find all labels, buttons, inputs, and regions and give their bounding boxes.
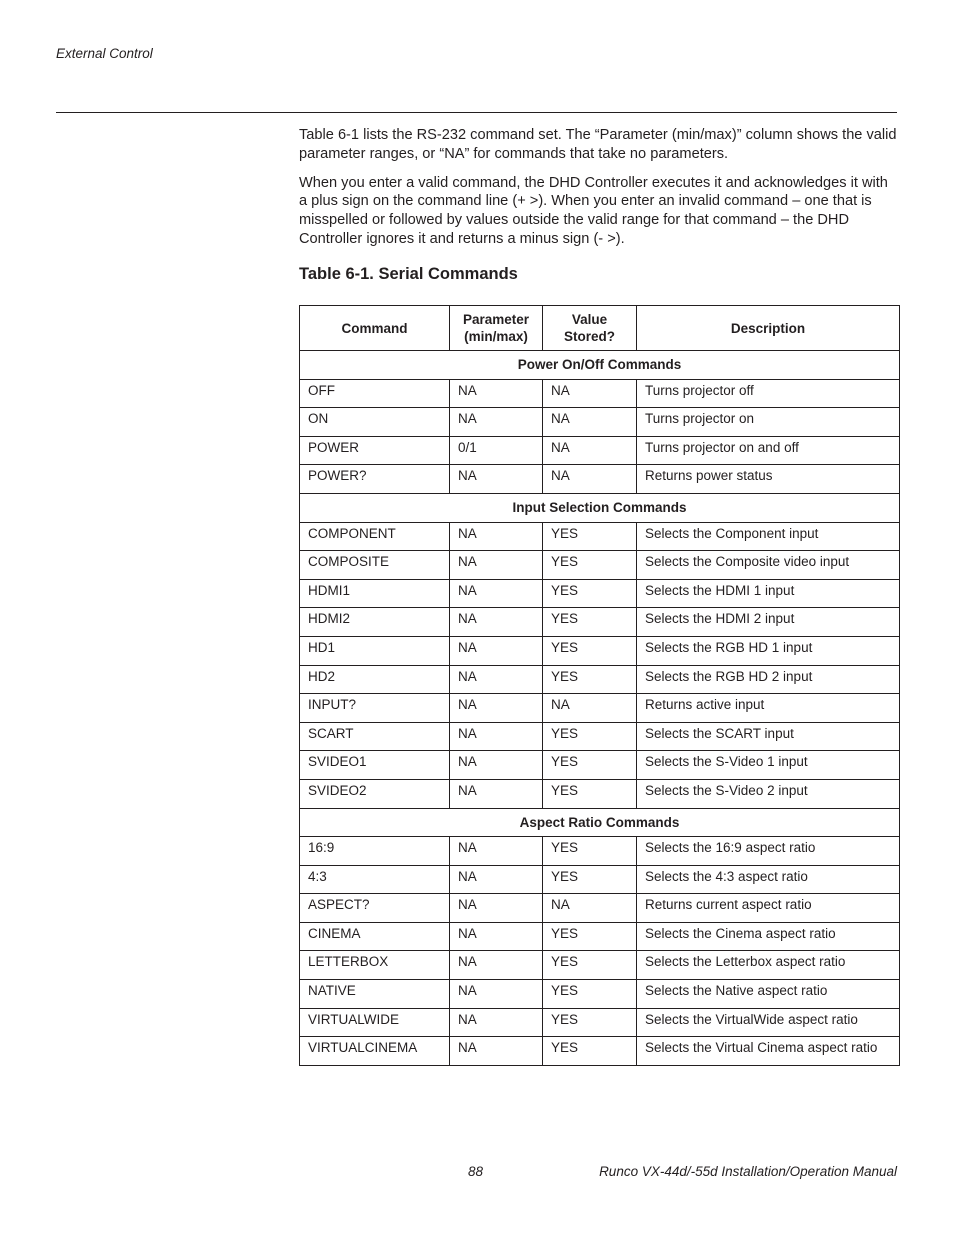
cell-parameter: NA [450, 1008, 543, 1037]
table-row [300, 379, 900, 408]
table-row [300, 665, 900, 694]
cell-value-stored: YES [543, 665, 637, 694]
cell-value-stored: NA [543, 436, 637, 465]
cell-description: Selects the RGB HD 2 input [637, 665, 900, 694]
cell-parameter: NA [450, 408, 543, 437]
cell-value-stored: YES [543, 579, 637, 608]
serial-commands-table [299, 305, 900, 1066]
table-header-row [300, 306, 900, 351]
cell-command: COMPONENT [300, 522, 450, 551]
table-row [300, 1008, 900, 1037]
cell-description: Selects the S-Video 1 input [637, 751, 900, 780]
cell-description: Returns active input [637, 694, 900, 723]
cell-parameter: NA [450, 837, 543, 866]
cell-description: Selects the S-Video 2 input [637, 779, 900, 808]
cell-value-stored: YES [543, 1037, 637, 1066]
cell-description: Selects the SCART input [637, 722, 900, 751]
table-row [300, 608, 900, 637]
cell-description: Selects the HDMI 2 input [637, 608, 900, 637]
table-row [300, 551, 900, 580]
table-row [300, 408, 900, 437]
cell-value-stored: YES [543, 751, 637, 780]
cell-command: ASPECT? [300, 894, 450, 923]
manual-title: Runco VX-44d/-55d Installation/Operation Manual [599, 1164, 897, 1179]
table-row [300, 951, 900, 980]
cell-parameter: NA [450, 465, 543, 494]
cell-value-stored: NA [543, 379, 637, 408]
cell-command: NATIVE [300, 980, 450, 1009]
cell-value-stored: YES [543, 551, 637, 580]
cell-value-stored: YES [543, 722, 637, 751]
cell-command: HD1 [300, 636, 450, 665]
table-row [300, 522, 900, 551]
cell-description: Selects the Cinema aspect ratio [637, 922, 900, 951]
cell-parameter: NA [450, 1037, 543, 1066]
cell-command: SVIDEO2 [300, 779, 450, 808]
cell-command: CINEMA [300, 922, 450, 951]
table-row [300, 1037, 900, 1066]
cell-parameter: NA [450, 551, 543, 580]
cell-parameter: NA [450, 951, 543, 980]
cell-description: Selects the HDMI 1 input [637, 579, 900, 608]
table-row [300, 980, 900, 1009]
table-row [300, 436, 900, 465]
column-header-value-stored: Value Stored? [543, 306, 637, 351]
cell-value-stored: YES [543, 779, 637, 808]
cell-value-stored: NA [543, 465, 637, 494]
cell-command: POWER? [300, 465, 450, 494]
cell-description: Selects the Component input [637, 522, 900, 551]
cell-command: HD2 [300, 665, 450, 694]
cell-value-stored: NA [543, 894, 637, 923]
cell-value-stored: YES [543, 865, 637, 894]
cell-command: VIRTUALWIDE [300, 1008, 450, 1037]
cell-value-stored: YES [543, 522, 637, 551]
cell-command: 16:9 [300, 837, 450, 866]
cell-description: Selects the VirtualWide aspect ratio [637, 1008, 900, 1037]
cell-parameter: NA [450, 522, 543, 551]
running-head: External Control [56, 46, 153, 61]
cell-command: HDMI2 [300, 608, 450, 637]
column-header-description: Description [637, 306, 900, 351]
cell-parameter: NA [450, 980, 543, 1009]
section-heading: Aspect Ratio Commands [300, 808, 900, 837]
cell-command: COMPOSITE [300, 551, 450, 580]
cell-description: Returns current aspect ratio [637, 894, 900, 923]
intro-paragraph: When you enter a valid command, the DHD Controller executes it and acknowledges it with a plus sign on the command line (+ >). When you enter an invalid command – one that is misspelled or followed by values outside the valid range for that command – the DHD Controller ignores it and returns a minus sign (- >). [299, 174, 888, 247]
cell-command: HDMI1 [300, 579, 450, 608]
table-row [300, 922, 900, 951]
cell-description: Turns projector on [637, 408, 900, 437]
cell-parameter: NA [450, 665, 543, 694]
cell-description: Selects the Letterbox aspect ratio [637, 951, 900, 980]
cell-description: Selects the Native aspect ratio [637, 980, 900, 1009]
cell-value-stored: YES [543, 1008, 637, 1037]
cell-parameter: NA [450, 894, 543, 923]
cell-parameter: NA [450, 579, 543, 608]
cell-parameter: NA [450, 379, 543, 408]
cell-value-stored: YES [543, 951, 637, 980]
cell-value-stored: NA [543, 408, 637, 437]
table-row [300, 894, 900, 923]
cell-command: 4:3 [300, 865, 450, 894]
cell-description: Turns projector on and off [637, 436, 900, 465]
cell-parameter: NA [450, 694, 543, 723]
table-row [300, 636, 900, 665]
cell-parameter: NA [450, 751, 543, 780]
cell-value-stored: YES [543, 837, 637, 866]
table-row [300, 465, 900, 494]
cell-command: INPUT? [300, 694, 450, 723]
cell-command: LETTERBOX [300, 951, 450, 980]
table-row [300, 837, 900, 866]
cell-description: Returns power status [637, 465, 900, 494]
column-header-command: Command [300, 306, 450, 351]
cell-description: Turns projector off [637, 379, 900, 408]
table-row [300, 779, 900, 808]
cell-command: SVIDEO1 [300, 751, 450, 780]
column-header-parameter: Parameter (min/max) [450, 306, 543, 351]
table-title: Table 6-1. Serial Commands [299, 265, 518, 283]
cell-parameter: 0/1 [450, 436, 543, 465]
cell-value-stored: YES [543, 922, 637, 951]
cell-parameter: NA [450, 922, 543, 951]
cell-command: POWER [300, 436, 450, 465]
cell-command: VIRTUALCINEMA [300, 1037, 450, 1066]
cell-description: Selects the Virtual Cinema aspect ratio [637, 1037, 900, 1066]
page-number: 88 [468, 1164, 484, 1179]
table-row [300, 694, 900, 723]
cell-parameter: NA [450, 608, 543, 637]
table-row [300, 722, 900, 751]
header-rule [56, 112, 897, 113]
cell-parameter: NA [450, 636, 543, 665]
table-body [300, 351, 900, 1066]
cell-description: Selects the RGB HD 1 input [637, 636, 900, 665]
cell-command: ON [300, 408, 450, 437]
intro-text [299, 126, 897, 259]
section-heading-row [300, 808, 900, 837]
cell-value-stored: YES [543, 636, 637, 665]
cell-command: SCART [300, 722, 450, 751]
cell-description: Selects the 4:3 aspect ratio [637, 865, 900, 894]
section-heading-row [300, 493, 900, 522]
table-row [300, 751, 900, 780]
section-heading: Power On/Off Commands [300, 351, 900, 380]
cell-parameter: NA [450, 865, 543, 894]
cell-value-stored: YES [543, 980, 637, 1009]
cell-parameter: NA [450, 722, 543, 751]
table-row [300, 865, 900, 894]
section-heading: Input Selection Commands [300, 493, 900, 522]
cell-command: OFF [300, 379, 450, 408]
section-heading-row [300, 351, 900, 380]
cell-value-stored: NA [543, 694, 637, 723]
intro-paragraph: Table 6-1 lists the RS-232 command set. The “Parameter (min/max)” column shows the valid parameter ranges, or “NA” for commands that take no parameters. [299, 127, 897, 162]
table-row [300, 579, 900, 608]
cell-parameter: NA [450, 779, 543, 808]
cell-description: Selects the Composite video input [637, 551, 900, 580]
cell-description: Selects the 16:9 aspect ratio [637, 837, 900, 866]
cell-value-stored: YES [543, 608, 637, 637]
